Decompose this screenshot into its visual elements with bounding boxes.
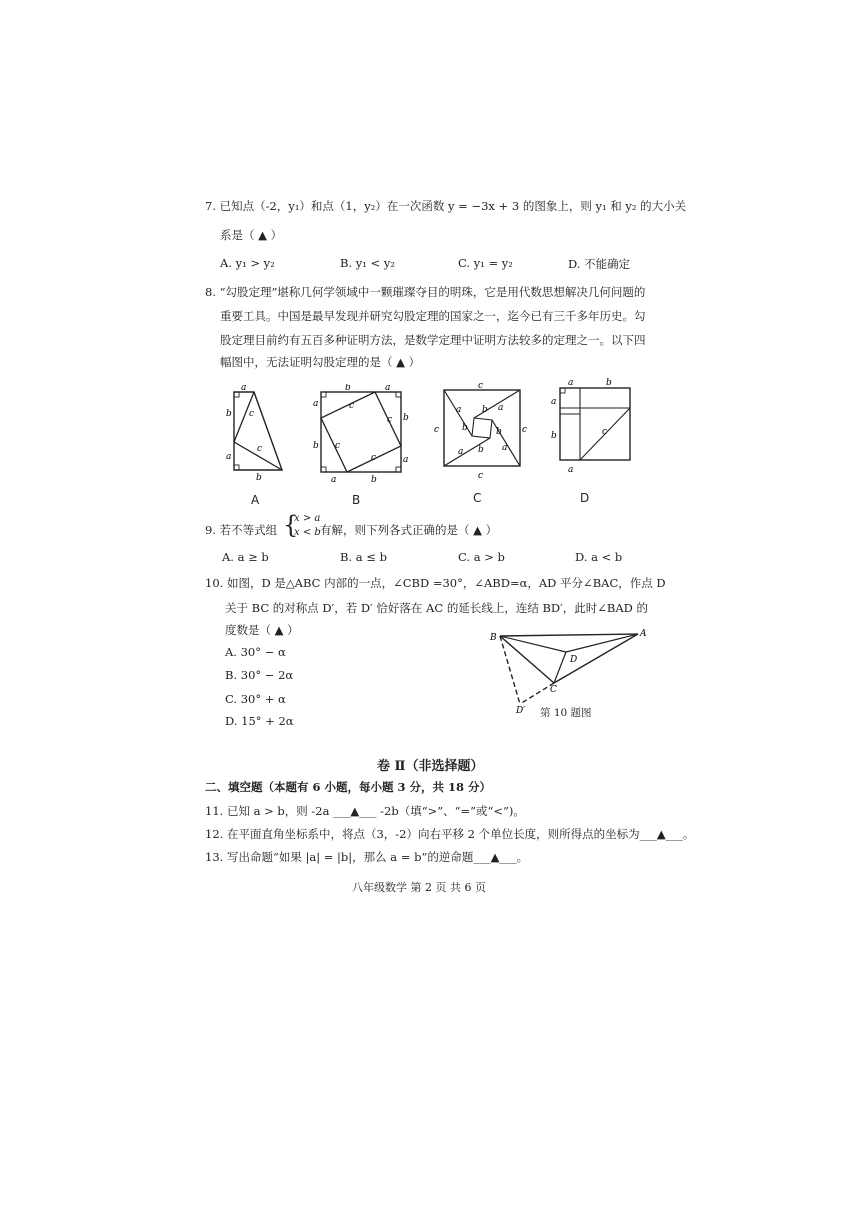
q12-text: 12. 在平面直角坐标系中，将点（3，-2）向右平移 2 个单位长度，则所得点的坐标为___▲___。 xyxy=(205,827,695,841)
figure-c-label-a2: a xyxy=(498,403,504,413)
q7-option-d: D. 不能确定 xyxy=(568,257,631,271)
figure-a xyxy=(222,384,292,484)
fig10-point-dprime: D′ xyxy=(516,706,526,714)
q7-option-a: A. y₁ > y₂ xyxy=(220,256,275,270)
figure-b-label-c1: c xyxy=(349,401,355,411)
q10-line3: 度数是（ ▲ ） xyxy=(225,623,299,637)
fig10-point-c: C xyxy=(550,685,557,695)
q8-line1: 8. “勾股定理”堪称几何学领域中一颗璀璨夺目的明珠，它是用代数思想解决几何问题的 xyxy=(205,285,646,299)
figure-b-label-c2: c xyxy=(387,415,393,425)
figure-c-label-a3: a xyxy=(458,447,464,457)
figure-c-label-a1: a xyxy=(456,405,462,415)
q10-option-c: C. 30° + α xyxy=(225,692,286,706)
q10-option-b: B. 30° − 2α xyxy=(225,668,294,682)
figure-c-label-b3: b xyxy=(496,427,502,437)
figure-10-caption: 第 10 题图 xyxy=(540,707,592,719)
q9-brace: { xyxy=(283,511,299,539)
figure-c-label-c-left: c xyxy=(434,425,440,435)
q8-line4: 幅图中，无法证明勾股定理的是（ ▲ ） xyxy=(220,355,421,369)
figure-b-label-b-bottom: b xyxy=(371,475,377,484)
figure-a-label-c-upper: c xyxy=(249,409,255,419)
q9-ineq2: x < b xyxy=(294,527,321,538)
q9-prefix: 9. 若不等式组 xyxy=(205,523,278,537)
figure-d-label-a-left: a xyxy=(551,397,557,407)
figure-c-label-b1: b xyxy=(482,405,488,415)
q9-ineq1: x > a xyxy=(294,513,321,524)
q10-option-a: A. 30° − α xyxy=(225,645,286,659)
q10-line1: 10. 如图，D 是△ABC 内部的一点，∠CBD =30°，∠ABD=α，AD 平分∠BAC，作点 D xyxy=(205,576,666,590)
q7-option-b: B. y₁ < y₂ xyxy=(340,256,395,270)
figure-b xyxy=(313,384,409,484)
figure-c-label-c-top: c xyxy=(478,382,484,391)
figure-a-label-a-top: a xyxy=(241,384,247,393)
figure-c xyxy=(432,382,528,482)
figure-c-label-a4: a xyxy=(502,443,508,453)
q9-suffix: 有解，则下列各式正确的是（ ▲ ） xyxy=(320,523,498,537)
q8-line3: 股定理目前约有五百多种证明方法，是数学定理中证明方法较多的定理之一。以下四 xyxy=(220,333,646,347)
section-2-title: 卷 Ⅱ（非选择题） xyxy=(377,759,484,774)
q9-option-c: C. a > b xyxy=(458,550,505,564)
q10-line2: 关于 BC 的对称点 D′，若 D′ 恰好落在 AC 的延长线上，连结 BD′，此时∠BAD 的 xyxy=(225,601,649,615)
figure-c-label-b4: b xyxy=(478,445,484,455)
q9-option-b: B. a ≤ b xyxy=(340,550,387,564)
q13-text: 13. 写出命题“如果 |a| = |b|，那么 a = b”的逆命题___▲___。 xyxy=(205,850,529,864)
page-footer: 八年级数学 第 2 页 共 6 页 xyxy=(352,881,486,894)
figure-d-label-a-top: a xyxy=(568,378,574,388)
figure-b-label-b-left: b xyxy=(313,441,319,451)
q9-option-d: D. a < b xyxy=(575,550,623,564)
figure-b-label-c4: c xyxy=(371,453,377,463)
figure-10 xyxy=(488,628,648,714)
q11-text: 11. 已知 a > b，则 -2a ___▲___ -2b（填“>”、“=”或“<”)。 xyxy=(205,804,525,818)
figure-a-label: A xyxy=(251,493,260,507)
figure-a-label-a-left: a xyxy=(226,452,232,462)
q7-option-c: C. y₁ = y₂ xyxy=(458,256,513,270)
q8-line2: 重要工具。中国是最早发现并研究勾股定理的国家之一，迄今已有三千多年历史。勾 xyxy=(220,309,646,323)
figure-c-label-c-right: c xyxy=(522,425,528,435)
figure-b-label-b-top: b xyxy=(345,384,351,393)
figure-a-label-b-left: b xyxy=(226,409,232,419)
figure-b-label-c3: c xyxy=(335,441,341,451)
figure-c-label-c-bottom: c xyxy=(478,471,484,481)
figure-c-label: C xyxy=(473,491,482,505)
figure-d xyxy=(548,376,638,476)
figure-b-label-b-right: b xyxy=(403,413,409,423)
section-2-heading: 二、填空题（本题有 6 小题，每小题 3 分，共 18 分） xyxy=(205,780,492,794)
figure-a-label-c-lower: c xyxy=(257,444,263,454)
figure-d-label: D xyxy=(580,491,590,505)
figure-d-label-b-top: b xyxy=(606,378,612,388)
figure-d-label-b-left: b xyxy=(551,431,557,441)
figure-a-label-b-bottom: b xyxy=(256,473,262,483)
figure-b-label-a-top: a xyxy=(385,384,391,393)
q7-line1: 7. 已知点（-2，y₁）和点（1，y₂）在一次函数 y = −3x + 3 的图象上，则 y₁ 和 y₂ 的大小关 xyxy=(205,199,687,213)
figure-b-label-a-left: a xyxy=(313,399,319,409)
fig10-point-b: B xyxy=(490,633,497,643)
figure-d-label-a-bottom: a xyxy=(568,465,574,475)
figure-b-label: B xyxy=(352,493,361,507)
q9-option-a: A. a ≥ b xyxy=(222,550,269,564)
q10-option-d: D. 15° + 2α xyxy=(225,714,294,728)
figure-c-label-b2: b xyxy=(462,423,468,433)
figure-d-label-c: c xyxy=(602,427,608,437)
figure-b-label-a-bottom: a xyxy=(331,475,337,484)
fig10-point-a: A xyxy=(640,629,647,639)
q7-line2: 系是（ ▲ ） xyxy=(220,228,283,242)
fig10-point-d: D xyxy=(570,655,578,665)
figure-b-label-a-right: a xyxy=(403,455,409,465)
